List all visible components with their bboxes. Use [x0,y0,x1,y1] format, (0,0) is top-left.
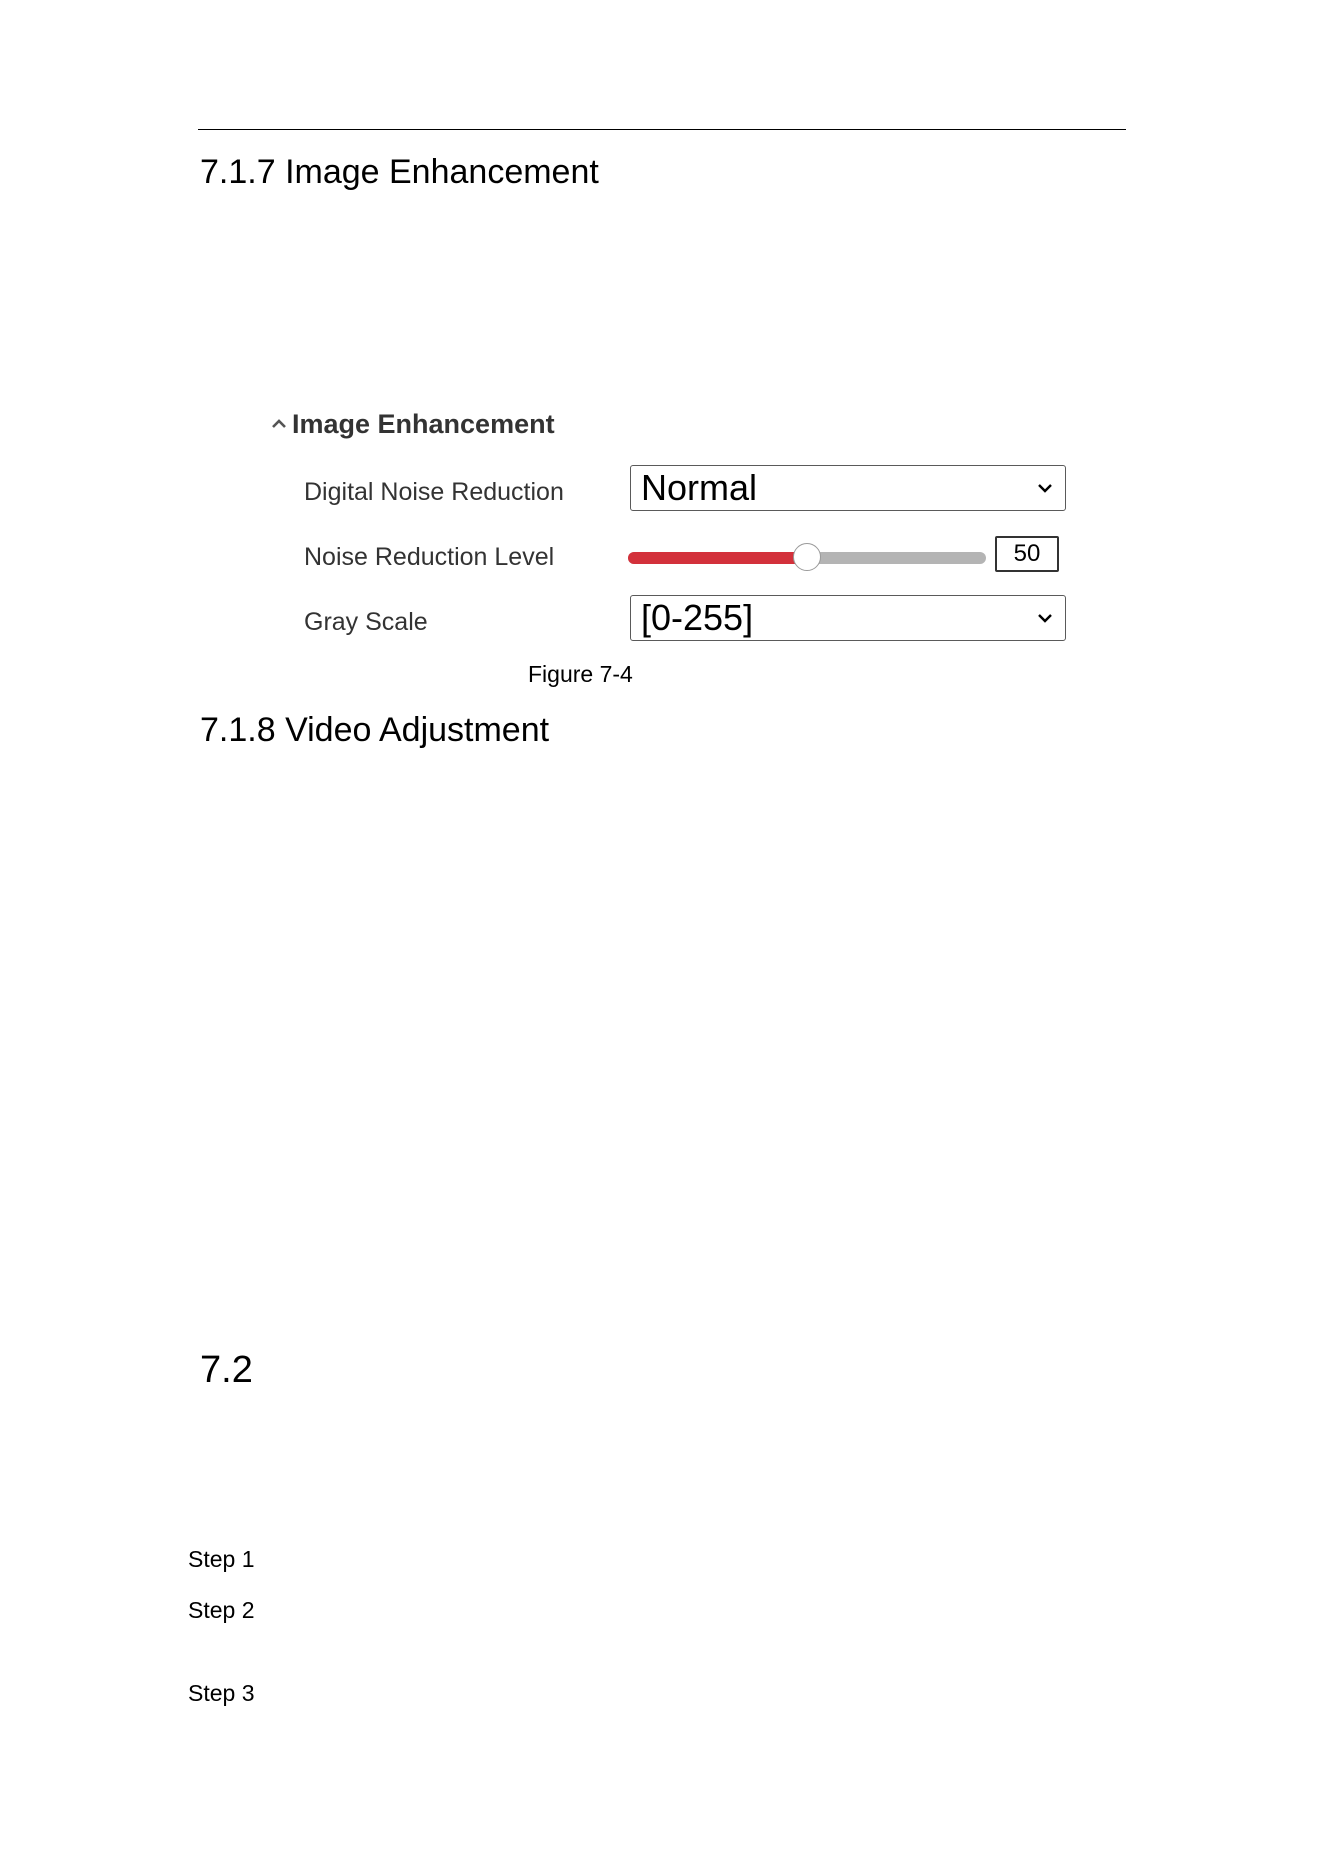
gray-scale-label: Gray Scale [304,608,428,636]
gray-scale-select-value: [0-255] [641,597,754,638]
noise-level-label: Noise Reduction Level [304,543,555,571]
panel-title: Image Enhancement [292,408,555,439]
dnr-select[interactable] [630,465,1066,511]
chevron-up-icon [268,413,290,435]
figure-caption: Figure 7-4 [528,661,633,687]
step-1-label: Step 1 [188,1546,255,1572]
gray-scale-select[interactable] [630,595,1066,641]
dnr-select-value: Normal [641,467,758,508]
slider-handle[interactable] [793,543,821,571]
section-title-image-enhancement: 7.1.7 Image Enhancement [200,153,599,191]
noise-level-slider[interactable] [628,544,986,572]
chevron-down-icon [1035,608,1055,628]
dnr-label: Digital Noise Reduction [304,478,564,506]
slider-fill [628,552,807,564]
noise-level-input[interactable]: 50 [995,536,1059,572]
section-title-video-adjustment: 7.1.8 Video Adjustment [200,711,550,749]
image-enhancement-collapse-toggle[interactable] [268,406,555,442]
step-3-label: Step 3 [188,1680,255,1706]
chevron-down-icon [1035,478,1055,498]
header-rule [198,129,1126,130]
section-title-7-2: 7.2 [200,1349,253,1391]
step-2-label: Step 2 [188,1597,255,1623]
